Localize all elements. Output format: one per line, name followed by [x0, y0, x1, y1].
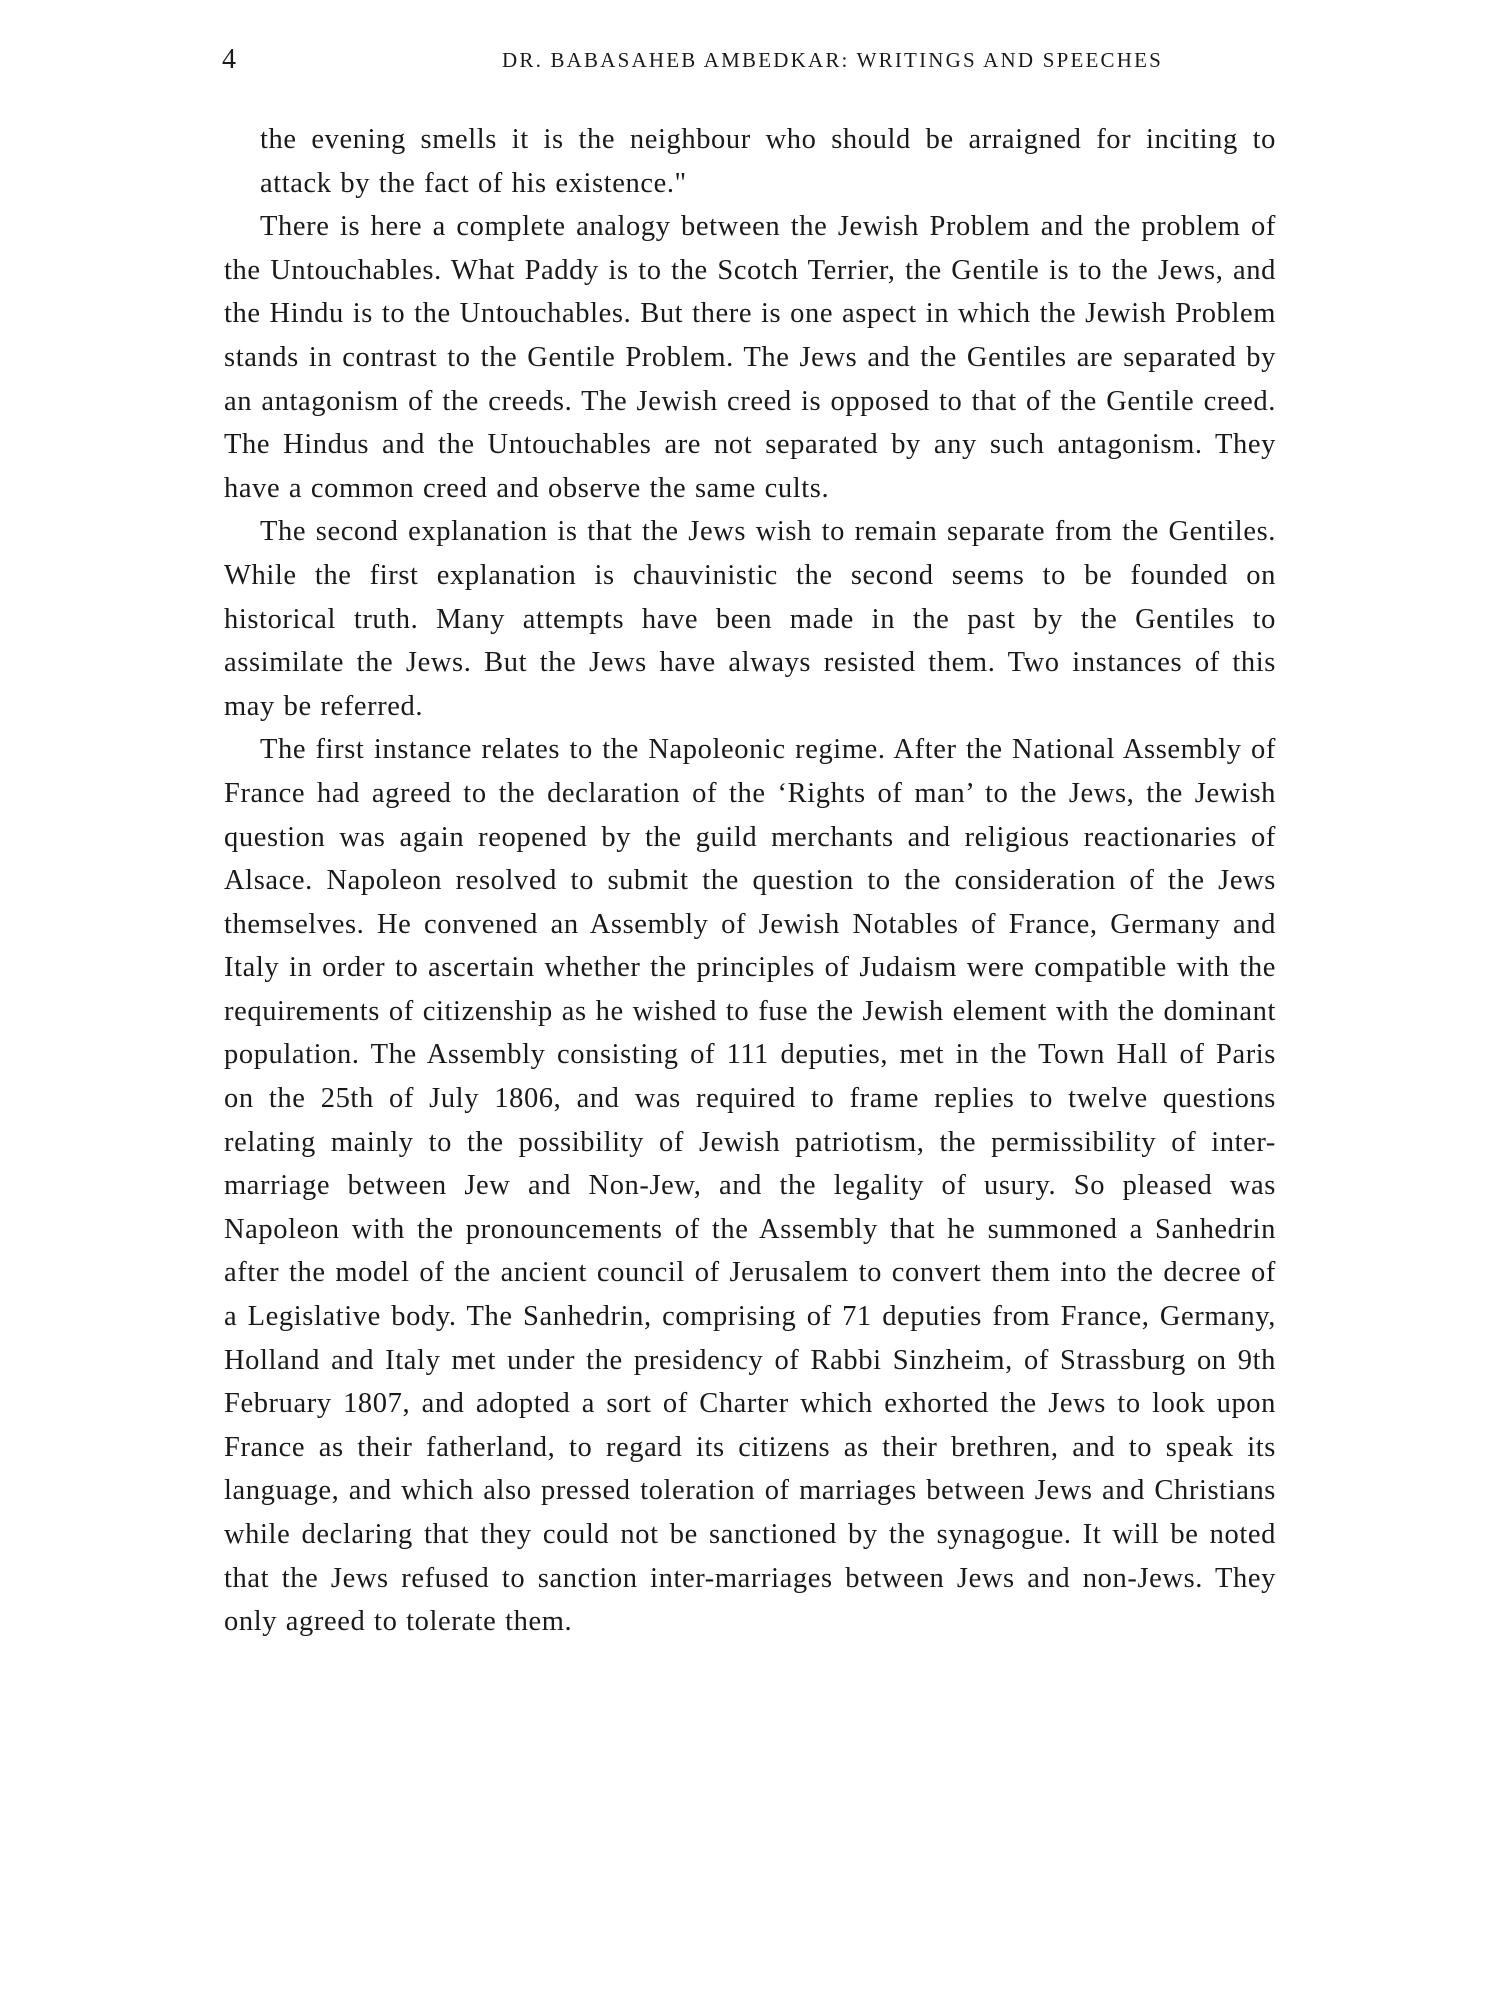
body-text [224, 118, 1276, 1644]
second-explanation-paragraph: The second explanation is that the Jews wish to remain separate from the Gentiles. While the first explanation is chauvinistic the second seems to be founded on historical truth. Many attempts have been made in the past by the Gentiles to assimilate the Jews. But the Jews have always resisted them. Two instances of this may be referred. [224, 516, 1276, 722]
analogy-paragraph: There is here a complete analogy between the Jewish Problem and the problem of the Untouchables. What Paddy is to the Scotch Terrier, the Gentile is to the Jews, and the Hindu is to the Untouchables. But there is one aspect in which the Jewish Problem stands in contrast to the Gentile Problem. The Jews and the Gentiles are separated by an antagonism of the creeds. The Jewish creed is opposed to that of the Gentile creed. The Hindus and the Untouchables are not separated by any such antagonism. They have a common creed and observe the same cults. [224, 211, 1276, 504]
running-head: DR. BABASAHEB AMBEDKAR: WRITINGS AND SPEECHES [502, 48, 1164, 72]
page-header [222, 44, 1272, 84]
page-number: 4 [222, 44, 237, 75]
napoleonic-regime-paragraph: The first instance relates to the Napoleonic regime. After the National Assembly of France had agreed to the declaration of the ‘Rights of man’ to the Jews, the Jewish question was again reopened by the guild merchants and religious reactionaries of Alsace. Napoleon resolved to submit the question to the consideration of the Jews themselves. He convened an Assembly of Jewish Notables of France, Germany and Italy in order to ascertain whether the principles of Judaism were compatible with the requirements of citizenship as he wished to fuse the Jewish element with the dominant population. The Assembly consisting of 111 deputies, met in the Town Hall of Paris on the 25th of July 1806, and was required to frame replies to twelve questions relating mainly to the possibility of Jewish patriotism, the permissibility of inter-marriage between Jew and Non-Jew, and the legality of usury. So pleased was Napoleon with the pronouncements of the Assembly that he summoned a Sanhedrin after the model of the ancient council of Jerusalem to convert them into the decree of a Legislative body. The Sanhedrin, comprising of 71 deputies from France, Germany, Holland and Italy met under the presidency of Rabbi Sinzheim, of Strassburg on 9th February 1807, and adopted a sort of Charter which exhorted the Jews to look upon France as their fatherland, to regard its citizens as their brethren, and to speak its language, and which also pressed toleration of marriages between Jews and Christians while declaring that they could not be sanctioned by the synagogue. It will be noted that the Jews refused to sanction inter-marriages between Jews and non-Jews. They only agreed to tolerate them. [224, 734, 1276, 1638]
quote-continuation-paragraph: the evening smells it is the neighbour who should be arraigned for inciting to attack by the fact of his existence." [260, 124, 1276, 199]
